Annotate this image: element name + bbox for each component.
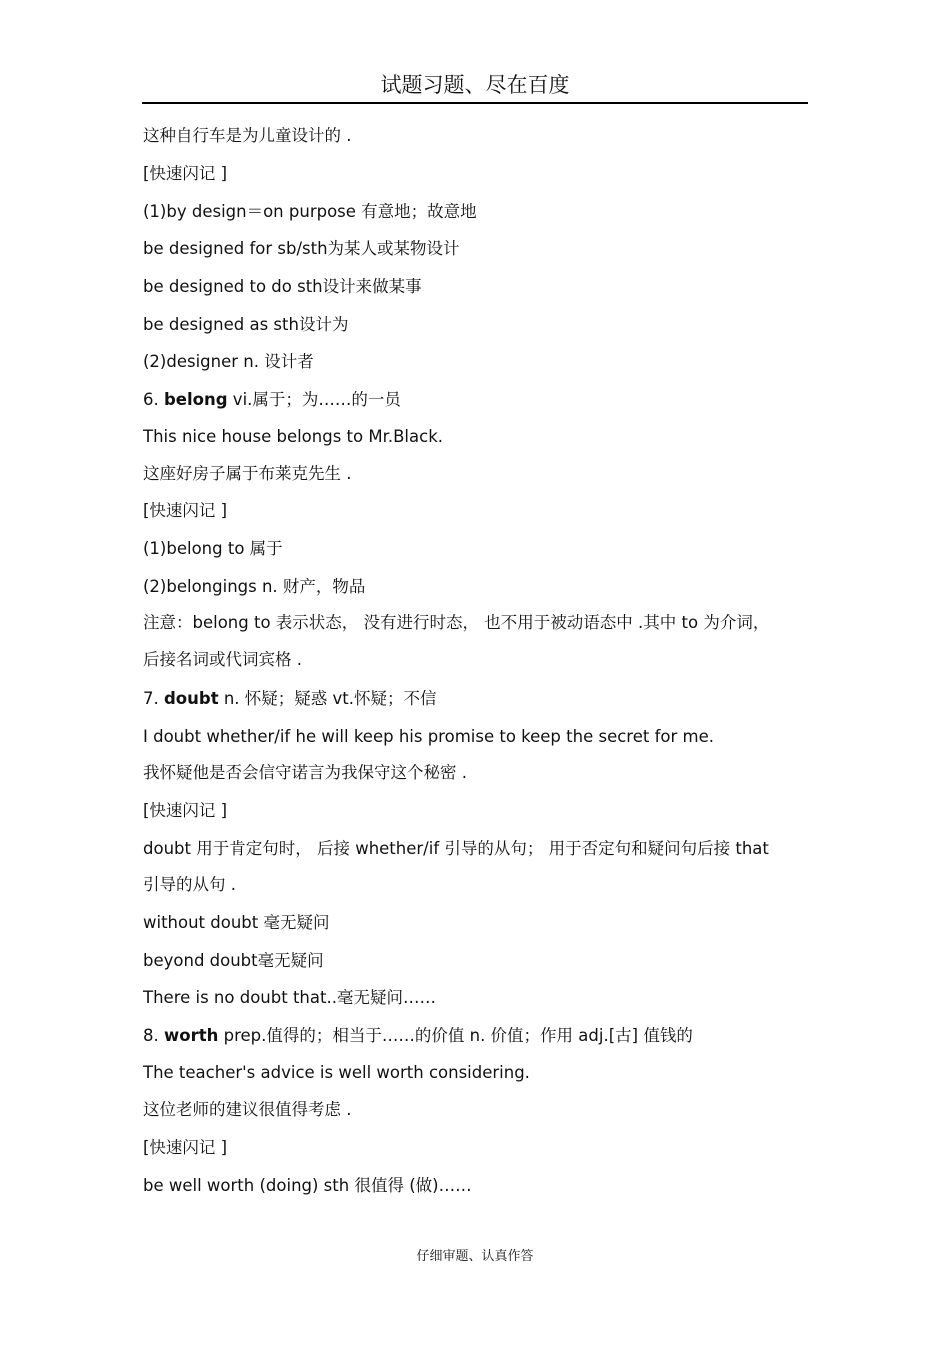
- entry-number: 6.: [143, 390, 164, 409]
- entry-definition: n. 怀疑；疑惑 vt.怀疑；不信: [218, 689, 437, 708]
- page-header: [142, 70, 808, 104]
- text-line: [143, 277, 422, 297]
- text-line: [143, 875, 236, 895]
- line-text: [快速闪记 ]: [143, 801, 228, 820]
- line-text: be designed to do sth设计来做某事: [143, 277, 422, 296]
- line-text: I doubt whether/if he will keep his promise to keep the secret for me.: [143, 727, 714, 746]
- entry-headword: doubt: [164, 689, 219, 708]
- line-text: (1)belong to 属于: [143, 539, 283, 558]
- text-line: [143, 501, 227, 521]
- text-line: [143, 202, 477, 222]
- text-line: [143, 1176, 472, 1196]
- line-text: 我怀疑他是否会信守诺言为我保守这个秘密 .: [143, 763, 467, 782]
- line-text: [快速闪记 ]: [143, 501, 228, 520]
- line-text: [快速闪记 ]: [143, 164, 228, 183]
- text-line: [143, 988, 436, 1008]
- line-text: without doubt 毫无疑问: [143, 913, 330, 932]
- line-text: There is no doubt that..毫无疑问……: [143, 988, 436, 1007]
- line-text: be designed as sth设计为: [143, 315, 349, 334]
- line-text: beyond doubt毫无疑问: [143, 951, 324, 970]
- page-footer: [0, 1248, 950, 1266]
- line-text: (2)belongings n. 财产，物品: [143, 577, 366, 596]
- text-line: [143, 390, 401, 410]
- header-title: 试题习题、尽在百度: [380, 73, 570, 97]
- entry-definition: prep.值得的；相当于……的价值 n. 价值；作用 adj.[古] 值钱的: [218, 1026, 693, 1045]
- text-line: [143, 650, 302, 670]
- line-text: 这座好房子属于布莱克先生 .: [143, 464, 352, 483]
- line-text: 这种自行车是为儿童设计的 .: [143, 126, 352, 145]
- text-line: [143, 1063, 530, 1083]
- entry-headword: worth: [164, 1026, 219, 1045]
- text-line: [143, 727, 714, 747]
- text-line: [143, 126, 352, 146]
- text-line: [143, 464, 352, 484]
- entry-number: 8.: [143, 1026, 164, 1045]
- line-text: 注意：belong to 表示状态， 没有进行时态， 也不用于被动语态中 .其中 to 为介词，: [143, 613, 770, 632]
- line-text: The teacher's advice is well worth considering.: [143, 1063, 530, 1082]
- text-line: [143, 839, 769, 859]
- line-text: be designed for sb/sth为某人或某物设计: [143, 239, 460, 258]
- text-line: [143, 239, 460, 259]
- line-text: 后接名词或代词宾格 .: [143, 650, 302, 669]
- entry-number: 7.: [143, 689, 164, 708]
- text-line: [143, 539, 283, 559]
- text-line: [143, 801, 227, 821]
- text-line: [143, 951, 324, 971]
- footer-text: 仔细审题、认真作答: [416, 1249, 534, 1264]
- line-text: be well worth (doing) sth 很值得 (做)……: [143, 1176, 472, 1195]
- text-line: [143, 689, 437, 709]
- text-line: [143, 164, 227, 184]
- text-line: [143, 1100, 352, 1120]
- text-line: [143, 613, 769, 633]
- text-line: [143, 315, 348, 335]
- text-line: [143, 1026, 693, 1046]
- text-line: [143, 577, 365, 597]
- text-line: [143, 352, 314, 372]
- line-text: 引导的从句 .: [143, 875, 236, 894]
- line-text: (1)by design＝on purpose 有意地；故意地: [143, 202, 477, 221]
- text-line: [143, 763, 467, 783]
- entry-definition: vi.属于；为……的一员: [227, 390, 401, 409]
- line-text: 这位老师的建议很值得考虑 .: [143, 1100, 352, 1119]
- line-text: [快速闪记 ]: [143, 1138, 228, 1157]
- text-line: [143, 427, 443, 447]
- line-text: (2)designer n. 设计者: [143, 352, 314, 371]
- text-line: [143, 1138, 227, 1158]
- line-text: This nice house belongs to Mr.Black.: [143, 427, 443, 446]
- text-line: [143, 913, 330, 933]
- line-text: doubt 用于肯定句时， 后接 whether/if 引导的从句； 用于否定句和疑问句后接 that: [143, 839, 769, 858]
- entry-headword: belong: [164, 390, 228, 409]
